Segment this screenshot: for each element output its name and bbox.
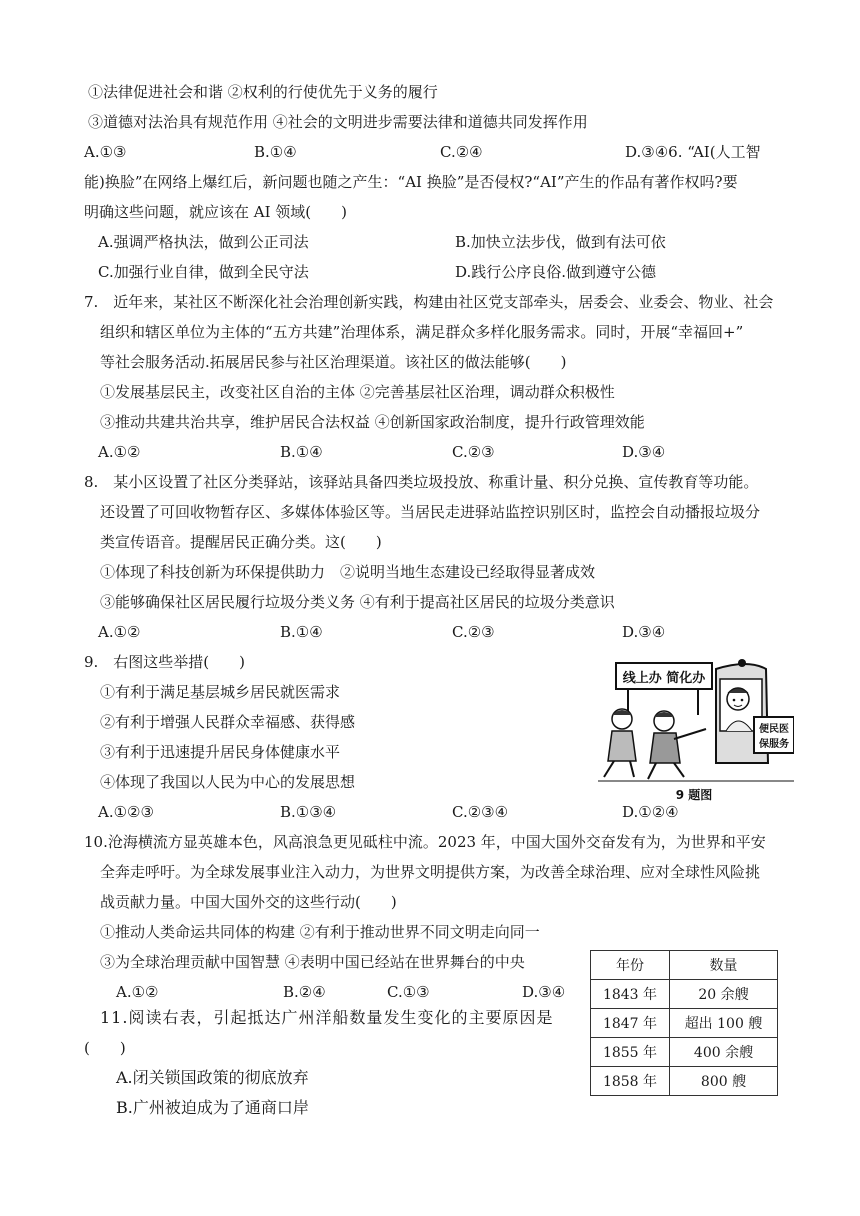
q5-option-d-q6-start: D.③④6. “AI(人工智 — [625, 143, 761, 161]
q5-statement-2: ③道德对法治具有规范作用 ④社会的文明进步需要法律和道德共同发挥作用 — [88, 113, 588, 131]
q7-line-3: 等社会服务活动.拓展居民参与社区治理渠道。该社区的做法能够( ) — [100, 353, 567, 371]
side-sign-text-2: 保服务 — [759, 739, 789, 750]
q10-statement-1: ①推动人类命运共同体的构建 ②有利于推动世界不同文明走向同一 — [100, 923, 540, 941]
ships-table — [590, 950, 778, 1096]
q10-option-b: B.②④ — [283, 983, 326, 1001]
q10-option-d: D.③④ — [522, 983, 566, 1001]
q10-line-3: 战贡献力量。中国大国外交的这些行动( ) — [100, 893, 397, 911]
q5-option-c: C.②④ — [440, 143, 483, 161]
q5-option-a: A.①③ — [84, 143, 127, 161]
q9-statement-4: ④体现了我国以人民为中心的发展思想 — [100, 773, 356, 791]
q9-statement-2: ②有利于增强人民群众幸福感、获得感 — [100, 713, 356, 731]
q10-option-c: C.①③ — [387, 983, 430, 1001]
q8-line-3: 类宣传语音。提醒居民正确分类。这( ) — [100, 533, 382, 551]
q8-line-1: 8. 某小区设置了社区分类驿站，该驿站具备四类垃圾投放、称重计量、积分兑换、宣传教育等功能。 — [84, 473, 759, 491]
table-cell-year: 1855 年 — [591, 1038, 670, 1067]
q11-line-1: 11.阅读右表，引起抵达广州洋船数量发生变化的主要原因是 — [100, 1008, 554, 1027]
table-row — [591, 980, 778, 1009]
q9-option-c: C.②③④ — [452, 803, 509, 821]
q6-option-d: D.践行公序良俗.做到遵守公德 — [455, 263, 657, 281]
q9-option-a: A.①②③ — [98, 803, 154, 821]
figure-9-cartoon — [598, 655, 794, 803]
table-row — [591, 1038, 778, 1067]
q6-line-2: 能)换脸”在网络上爆红后，新问题也随之产生：“AI 换脸”是否侵权?“AI”产生的作品有著作权吗?要 — [84, 173, 738, 191]
q7-statement-2: ③推动共建共治共享，维护居民合法权益 ④创新国家政治制度，提升行政管理效能 — [100, 413, 645, 431]
table-header-row — [591, 951, 778, 980]
q7-line-2: 组织和辖区单位为主体的“五方共建”治理体系，满足群众多样化服务需求。同时，开展“幸福回+” — [100, 323, 744, 341]
table-cell-count: 20 余艘 — [670, 980, 778, 1009]
resident-1-body — [608, 731, 636, 761]
q10-statement-2: ③为全球治理贡献中国智慧 ④表明中国已经站在世界舞台的中央 — [100, 953, 525, 971]
q11-line-2: ( ) — [84, 1039, 126, 1057]
q11-option-b: B.广州被迫成为了通商口岸 — [116, 1098, 309, 1117]
q9-option-d: D.①②④ — [622, 803, 679, 821]
table-cell-count: 超出 100 艘 — [670, 1009, 778, 1038]
q7-option-b: B.①④ — [280, 443, 323, 461]
table-row — [591, 1009, 778, 1038]
q8-option-a: A.①② — [98, 623, 141, 641]
q8-statement-1: ①体现了科技创新为环保提供助力 ②说明当地生态建设已经取得显著成效 — [100, 563, 596, 581]
q5-option-b: B.①④ — [254, 143, 297, 161]
table-header-year: 年份 — [591, 951, 670, 980]
q8-line-2: 还设置了可回收物暂存区、多媒体体验区等。当居民走进驿站监控识别区时，监控会自动播报垃圾分 — [100, 503, 761, 521]
q8-option-c: C.②③ — [452, 623, 495, 641]
q6-option-a: A.强调严格执法，做到公正司法 — [98, 233, 309, 251]
table-cell-year: 1858 年 — [591, 1067, 670, 1096]
q7-option-d: D.③④ — [622, 443, 666, 461]
table-cell-year: 1843 年 — [591, 980, 670, 1009]
q10-line-1: 10.沧海横流方显英雄本色，风高浪急更见砥柱中流。2023 年，中国大国外交奋发有为，为世界和平安 — [84, 833, 766, 851]
table-header-count: 数量 — [670, 951, 778, 980]
q7-statement-1: ①发展基层民主，改变社区自治的主体 ②完善基层社区治理，调动群众积极性 — [100, 383, 615, 401]
q11-option-a: A.闭关锁国政策的彻底放弃 — [116, 1068, 309, 1087]
table-cell-year: 1847 年 — [591, 1009, 670, 1038]
figure-9-caption: 9 题图 — [675, 788, 713, 802]
q6-option-c: C.加强行业自律，做到全民守法 — [98, 263, 309, 281]
q10-line-2: 全奔走呼吁。为全球发展事业注入动力，为世界文明提供方案，为改善全球治理、应对全球性风险挑 — [100, 863, 761, 881]
q5-statement-1: ①法律促进社会和谐 ②权利的行使优先于义务的履行 — [88, 83, 438, 101]
sign-top-text: 线上办 简化办 — [622, 671, 706, 686]
side-sign-text-1: 便民医 — [759, 724, 789, 735]
q8-statement-2: ③能够确保社区居民履行垃圾分类义务 ④有利于提高社区居民的垃圾分类意识 — [100, 593, 615, 611]
table-cell-count: 400 余艘 — [670, 1038, 778, 1067]
q10-option-a: A.①② — [116, 983, 159, 1001]
q7-line-1: 7. 近年来，某社区不断深化社会治理创新实践，构建由社区党支部牵头，居委会、业委会、物业、社会 — [84, 293, 774, 311]
q9-line-1: 9. 右图这些举措( ) — [84, 653, 246, 671]
q6-option-b: B.加快立法步伐，做到有法可依 — [455, 233, 666, 251]
q6-line-3: 明确这些问题，就应该在 AI 领域( ) — [84, 203, 347, 221]
q7-option-a: A.①② — [98, 443, 141, 461]
table-cell-count: 800 艘 — [670, 1067, 778, 1096]
q8-option-b: B.①④ — [280, 623, 323, 641]
q9-option-b: B.①③④ — [280, 803, 337, 821]
q9-statement-1: ①有利于满足基层城乡居民就医需求 — [100, 683, 341, 701]
table-row — [591, 1067, 778, 1096]
q9-statement-3: ③有利于迅速提升居民身体健康水平 — [100, 743, 341, 761]
q7-option-c: C.②③ — [452, 443, 495, 461]
q8-option-d: D.③④ — [622, 623, 666, 641]
